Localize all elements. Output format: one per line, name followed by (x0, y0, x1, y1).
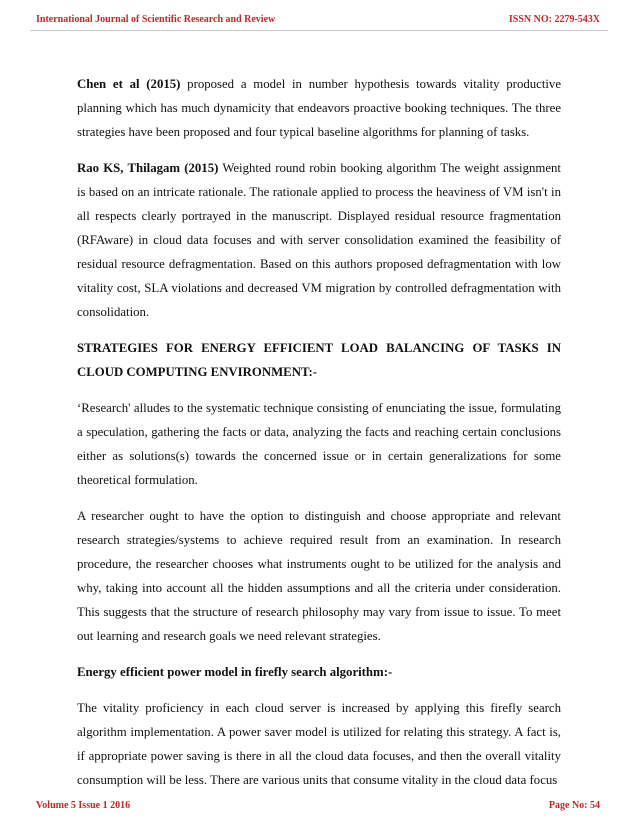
paragraph-firefly: The vitality proficiency in each cloud server is increased by applying this firefly search algorithm implementation. A power saver model is utilized for relating this strategy. A fact is, if appropriate power saving is there in all the cloud data focuses, and then the overall vitality consumption will be less. There are various units that consume vitality in the cloud data focus (77, 701, 561, 787)
journal-name: International Journal of Scientific Research and Review (36, 14, 276, 25)
page-number: Page No: 54 (548, 800, 600, 811)
article-body (77, 72, 561, 804)
citation-lead: Chen et al (2015) (77, 77, 181, 91)
paragraph-rao (77, 156, 561, 324)
paragraph-researcher: A researcher ought to have the option to distinguish and choose appropriate and relevant research strategies/systems to achieve required result from an examination. In research procedure, the researcher chooses what instruments ought to be utilized for the analysis and why, taking into account all the hidden assumptions and all the criteria under consideration. This suggests that the structure of research philosophy may vary from issue to issue. To meet out learning and research goals we need relevant strategies. (77, 509, 561, 643)
page-header (36, 14, 600, 25)
header-divider (30, 30, 608, 31)
issn-number: ISSN NO: 2279-543X (508, 14, 600, 25)
paragraph-text: proposed a model in number hypothesis towards vitality productive planning which has much dynamicity that endeavors proactive booking techniques. The three strategies have been proposed and four typical baseline algorithms for planning of tasks. (77, 77, 562, 139)
section-heading: STRATEGIES FOR ENERGY EFFICIENT LOAD BALANCING OF TASKS IN CLOUD COMPUTING ENVIRONMENT:- (77, 341, 561, 379)
subsection-heading: Energy efficient power model in firefly search algorithm:- (77, 665, 393, 679)
volume-issue: Volume 5 Issue 1 2016 (36, 800, 131, 811)
paragraph-research: ‘Research' alludes to the systematic technique consisting of enunciating the issue, formulating a speculation, gathering the facts or data, analyzing the facts and reaching certain conclusions either as solutions(s) towards the concerned issue or in certain generalizations for some theoretical formulation. (77, 401, 561, 487)
paragraph-text: Weighted round robin booking algorithm The weight assignment is based on an intricate rationale. The rationale applied to process the heaviness of VM isn't in all respects clearly portrayed in the manuscript. Displayed residual resource fragmentation (RFAware) in cloud data focuses and with server consolidation examined the feasibility of residual resource defragmentation. Based on this authors proposed defragmentation with low vitality cost, SLA violations and decreased VM migration by controlled defragmentation with consolidation. (77, 161, 561, 319)
paragraph-chen (77, 72, 561, 144)
page-footer (36, 800, 600, 811)
citation-lead: Rao KS, Thilagam (2015) (77, 161, 219, 175)
